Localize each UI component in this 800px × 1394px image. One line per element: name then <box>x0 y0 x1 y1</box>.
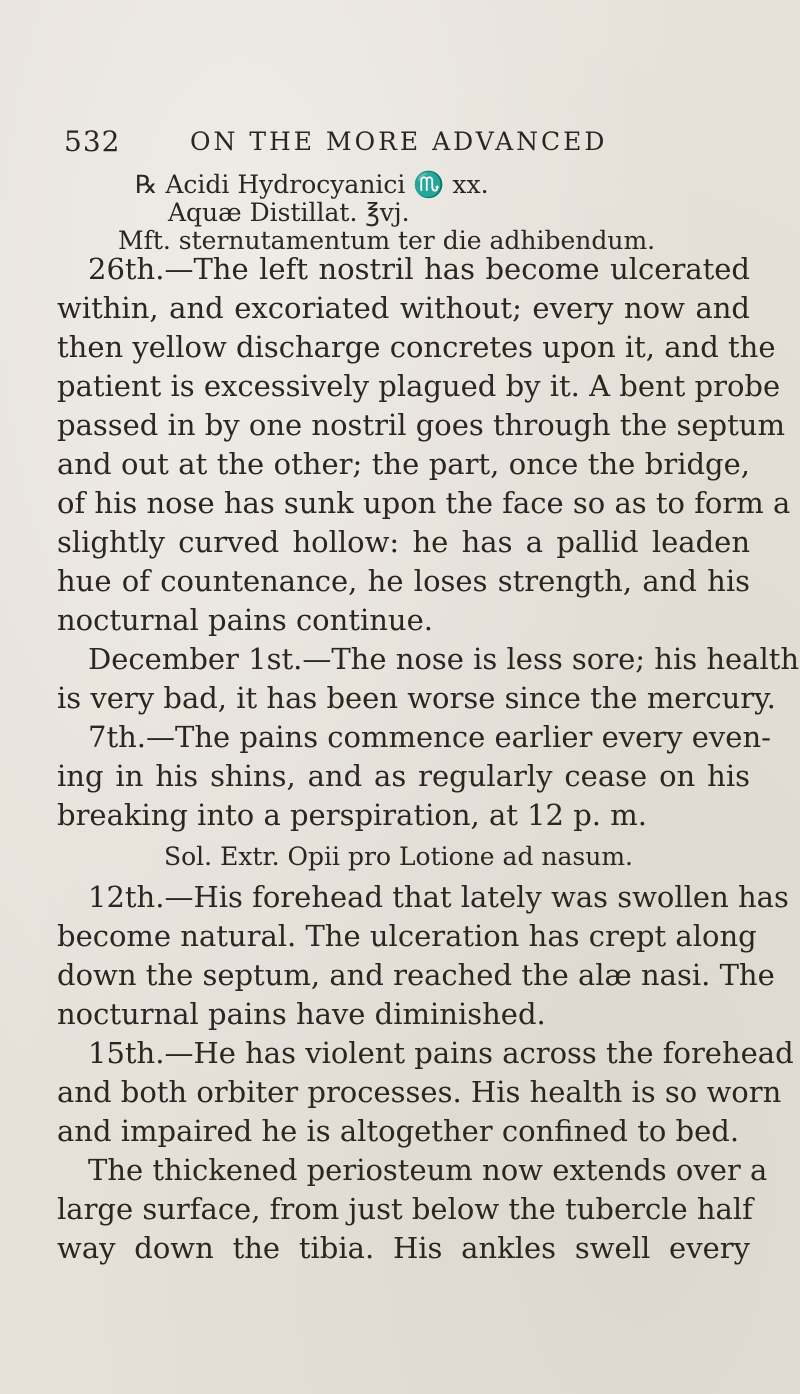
paragraph-line: and impaired he is altogether confined to bed. <box>57 1114 740 1148</box>
paragraph-line: passed in by one nostril goes through the septum <box>57 408 785 442</box>
prescription-line: ℞ Acidi Hydrocyanici ♏ xx. <box>135 170 489 199</box>
paragraph-line: nocturnal pains continue. <box>57 603 433 637</box>
paragraph-line: hue of countenance, he loses strength, and his <box>57 564 750 598</box>
paragraph-line: then yellow discharge concretes upon it, and the <box>57 330 776 364</box>
paragraph-line: patient is excessively plagued by it. A bent probe <box>57 369 781 403</box>
prescription-line: Mft. sternutamentum ter die adhibendum. <box>118 226 656 255</box>
paragraph-line: ing in his shins, and as regularly cease on his <box>57 759 750 793</box>
paragraph-line: of his nose has sunk upon the face so as to form a <box>57 486 791 520</box>
paragraph-line: slightly curved hollow: he has a pallid leaden <box>57 525 750 559</box>
page-number: 532 <box>64 125 121 158</box>
paragraph-line: breaking into a perspiration, at 12 p. m. <box>57 798 647 832</box>
paragraph-line: nocturnal pains have diminished. <box>57 997 546 1031</box>
prescription-line: Sol. Extr. Opii pro Lotione ad nasum. <box>164 842 633 871</box>
paragraph-line: within, and excoriated without; every now and <box>57 291 750 325</box>
paragraph-line: and both orbiter processes. His health is so worn <box>57 1075 782 1109</box>
paragraph-line: way down the tibia. His ankles swell every <box>57 1231 750 1265</box>
prescription-line: Aquæ Distillat. ℥vj. <box>168 198 410 227</box>
paragraph-line: large surface, from just below the tubercle half <box>57 1192 753 1226</box>
paragraph-line: 7th.—The pains commence earlier every even- <box>88 720 771 754</box>
paragraph-line: 26th.—The left nostril has become ulcerated <box>88 252 750 286</box>
paragraph-line: December 1st.—The nose is less sore; his health <box>88 642 800 676</box>
paragraph-line: and out at the other; the part, once the bridge, <box>57 447 750 481</box>
paragraph-line: is very bad, it has been worse since the mercury. <box>57 681 776 715</box>
running-title: ON THE MORE ADVANCED <box>190 127 608 156</box>
page-header <box>0 118 800 166</box>
paragraph-line: 15th.—He has violent pains across the forehead <box>88 1036 794 1070</box>
paragraph-line: 12th.—His forehead that lately was swollen has <box>88 880 789 914</box>
paragraph-line: down the septum, and reached the alæ nasi. The <box>57 958 775 992</box>
paragraph-line: become natural. The ulceration has crept along <box>57 919 757 953</box>
paragraph-line: The thickened periosteum now extends over a <box>88 1153 768 1187</box>
